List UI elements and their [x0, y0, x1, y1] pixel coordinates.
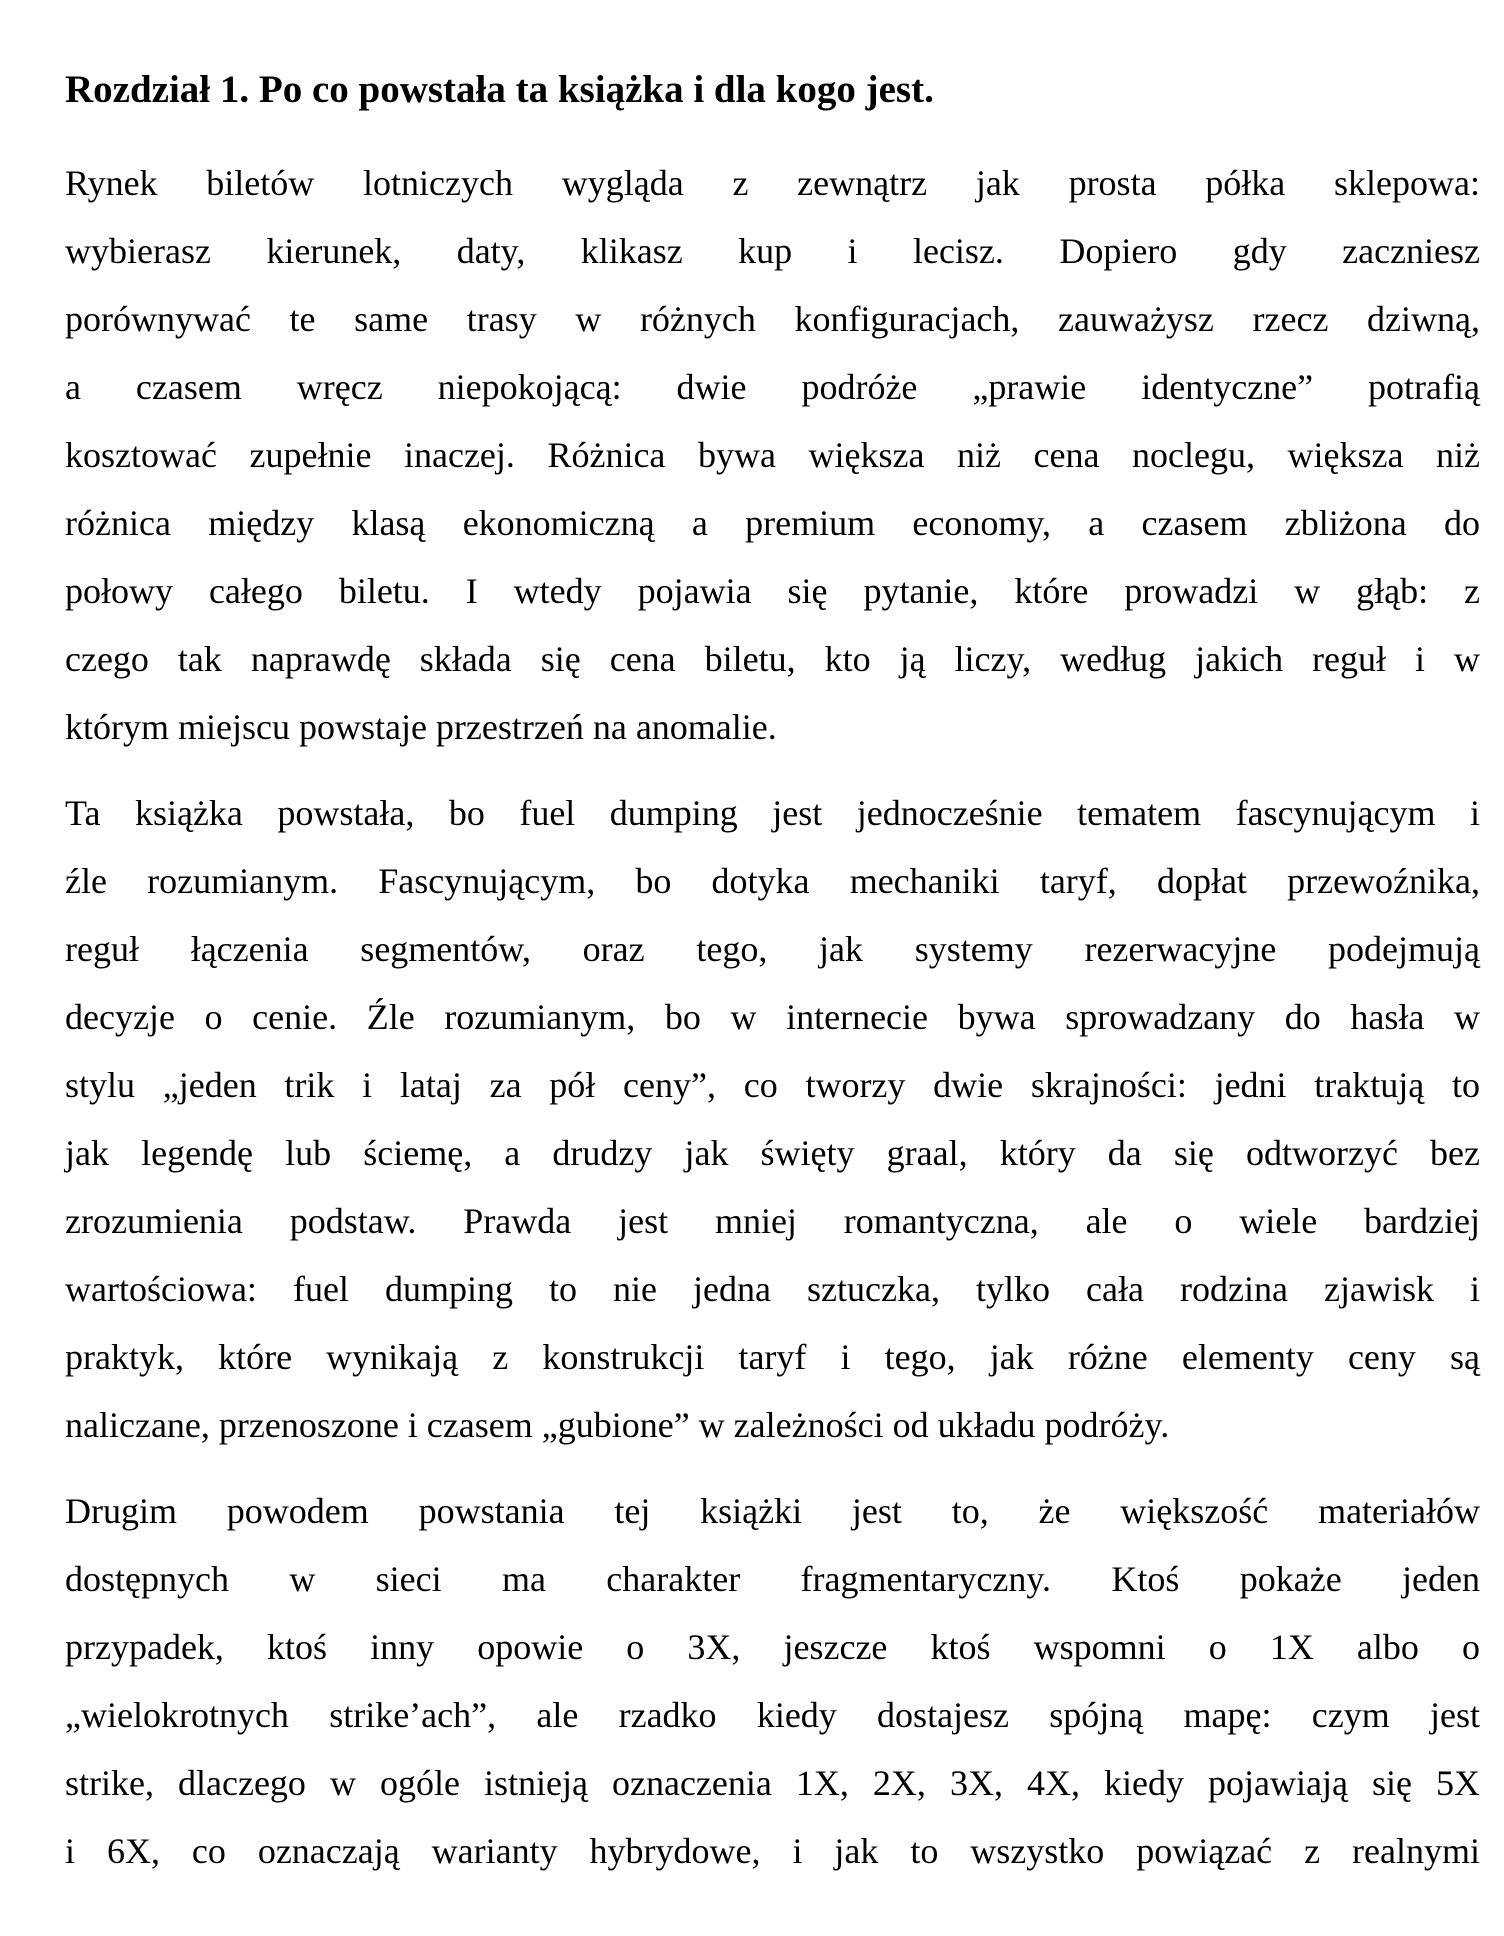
text-line: Drugim powodem powstania tej książki jest to, że większość materiałów	[65, 1491, 1480, 1531]
chapter-title: Rozdział 1. Po co powstała ta książka i dla kogo jest.	[65, 68, 934, 111]
text-line: decyzje o cenie. Źle rozumianym, bo w internecie bywa sprowadzany do hasła w	[65, 997, 1480, 1037]
text-line: praktyk, które wynikają z konstrukcji taryf i tego, jak różne elementy ceny są	[65, 1337, 1480, 1377]
text-line: czego tak naprawdę składa się cena biletu, kto ją liczy, według jakich reguł i w	[65, 639, 1480, 679]
text-line: którym miejscu powstaje przestrzeń na anomalie.	[65, 707, 777, 747]
text-line: przypadek, ktoś inny opowie o 3X, jeszcze ktoś wspomni o 1X albo o	[65, 1627, 1480, 1667]
text-line: wybierasz kierunek, daty, klikasz kup i lecisz. Dopiero gdy zaczniesz	[65, 231, 1480, 271]
text-line: naliczane, przenoszone i czasem „gubione” w zależności od układu podróży.	[65, 1405, 1170, 1445]
text-line: źle rozumianym. Fascynującym, bo dotyka mechaniki taryf, dopłat przewoźnika,	[65, 861, 1480, 901]
text-line: porównywać te same trasy w różnych konfiguracjach, zauważysz rzecz dziwną,	[65, 299, 1480, 339]
paragraph-3	[65, 1477, 1480, 1885]
text-line: Ta książka powstała, bo fuel dumping jest jednocześnie tematem fascynującym i	[65, 793, 1480, 833]
text-line: dostępnych w sieci ma charakter fragmentaryczny. Ktoś pokaże jeden	[65, 1559, 1480, 1599]
text-line: stylu „jeden trik i lataj za pół ceny”, co tworzy dwie skrajności: jedni traktują to	[65, 1065, 1480, 1105]
paragraph-2	[65, 779, 1480, 1459]
text-line: reguł łączenia segmentów, oraz tego, jak systemy rezerwacyjne podejmują	[65, 929, 1480, 969]
text-line: strike, dlaczego w ogóle istnieją oznaczenia 1X, 2X, 3X, 4X, kiedy pojawiają się 5X	[65, 1763, 1480, 1803]
text-line: kosztować zupełnie inaczej. Różnica bywa większa niż cena noclegu, większa niż	[65, 435, 1480, 475]
text-line: wartościowa: fuel dumping to nie jedna sztuczka, tylko cała rodzina zjawisk i	[65, 1269, 1480, 1309]
text-line: a czasem wręcz niepokojącą: dwie podróże „prawie identyczne” potrafią	[65, 367, 1480, 407]
text-line: Rynek biletów lotniczych wygląda z zewnątrz jak prosta półka sklepowa:	[65, 163, 1480, 203]
text-line: zrozumienia podstaw. Prawda jest mniej romantyczna, ale o wiele bardziej	[65, 1201, 1480, 1241]
text-line: połowy całego biletu. I wtedy pojawia się pytanie, które prowadzi w głąb: z	[65, 571, 1480, 611]
paragraph-1	[65, 149, 1480, 761]
text-line: „wielokrotnych strike’ach”, ale rzadko kiedy dostajesz spójną mapę: czym jest	[65, 1695, 1480, 1735]
text-line: jak legendę lub ściemę, a drudzy jak święty graal, który da się odtworzyć bez	[65, 1133, 1480, 1173]
text-line: i 6X, co oznaczają warianty hybrydowe, i jak to wszystko powiązać z realnymi	[65, 1831, 1480, 1871]
text-line: różnica między klasą ekonomiczną a premium economy, a czasem zbliżona do	[65, 503, 1480, 543]
